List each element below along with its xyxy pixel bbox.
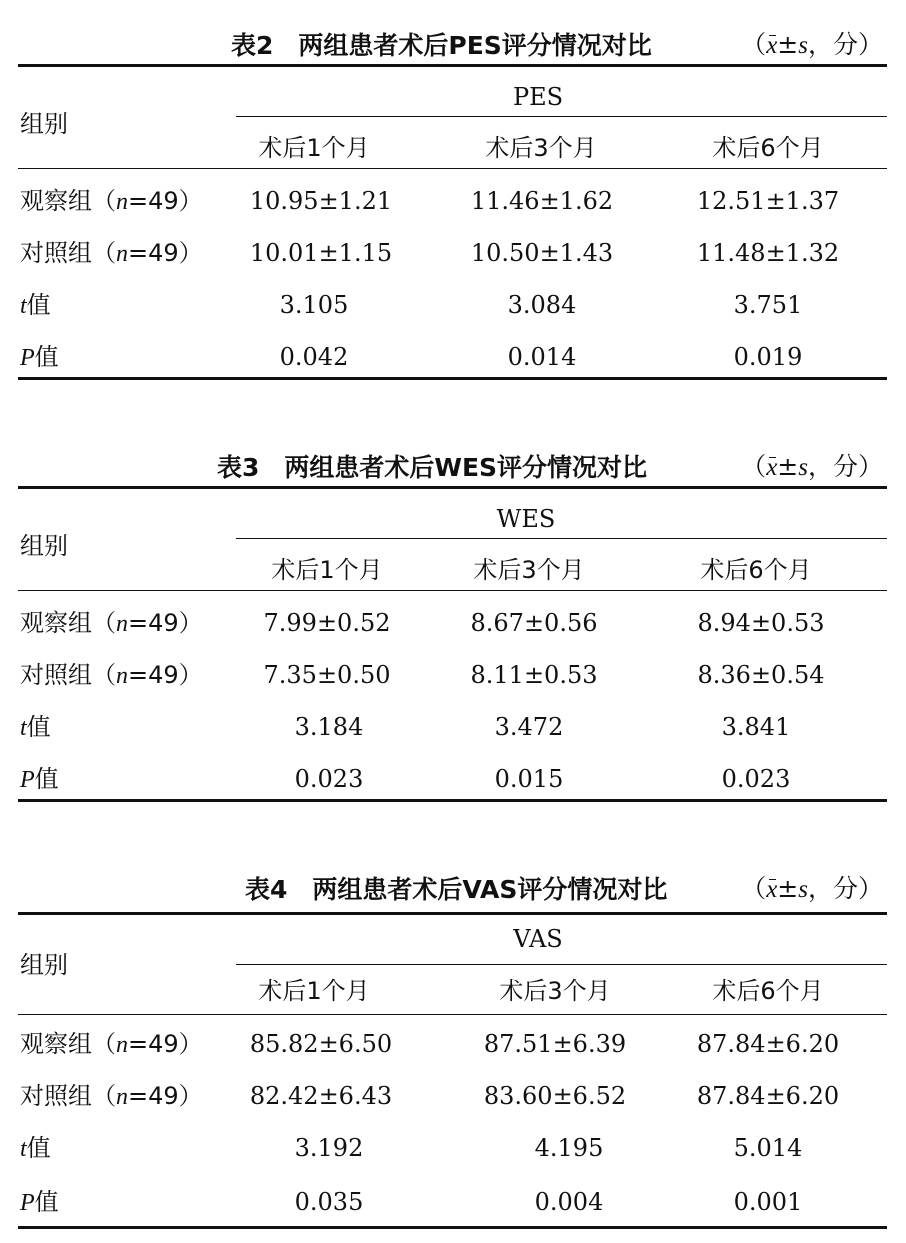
header-rule: [18, 168, 887, 169]
cell-t-3m: 3.472: [494, 713, 564, 741]
cell-t-6m: 3.841: [721, 713, 791, 741]
cell-control-1m: 7.35±0.50: [263, 661, 391, 689]
top-rule: [18, 912, 887, 915]
cell-t-1m: 3.105: [279, 291, 349, 319]
cell-observe-6m: 8.94±0.53: [697, 609, 825, 637]
cell-observe-6m: 12.51±1.37: [696, 187, 840, 215]
cell-observe-3m: 11.46±1.62: [470, 187, 614, 215]
col-header-1m: 术后1个月: [258, 977, 370, 1005]
table-caption: [18, 20, 887, 60]
col-header-1m: 术后1个月: [258, 134, 370, 162]
cell-observe-6m: 87.84±6.20: [696, 1030, 840, 1058]
col-header-6m: 术后6个月: [712, 134, 824, 162]
span-header: WES: [496, 505, 556, 533]
cell-observe-3m: 8.67±0.56: [470, 609, 598, 637]
header-rule: [18, 590, 887, 591]
col-header-6m: 术后6个月: [712, 977, 824, 1005]
top-rule: [18, 486, 887, 489]
row-label-t: t值: [20, 1134, 51, 1162]
cell-t-3m: 3.084: [507, 291, 577, 319]
cell-control-3m: 10.50±1.43: [470, 239, 614, 267]
row-label-p: P值: [20, 343, 59, 371]
col-header-6m: 术后6个月: [700, 556, 812, 584]
row-label-control: 对照组（n=49）: [20, 239, 203, 267]
cell-control-6m: 8.36±0.54: [697, 661, 825, 689]
row-label-p: P值: [20, 765, 59, 793]
cell-p-3m: 0.014: [507, 343, 577, 371]
group-header: 组别: [20, 951, 68, 979]
group-header: 组别: [20, 532, 68, 560]
cell-observe-3m: 87.51±6.39: [483, 1030, 627, 1058]
cell-p-1m: 0.042: [279, 343, 349, 371]
cell-t-6m: 3.751: [733, 291, 803, 319]
span-rule: [236, 538, 887, 539]
bottom-rule: [18, 377, 887, 380]
cell-control-6m: 87.84±6.20: [696, 1082, 840, 1110]
caption-title: 表3 两组患者术后WES评分情况对比: [217, 453, 648, 482]
row-label-observe: 观察组（n=49）: [20, 609, 203, 637]
cell-p-6m: 0.023: [721, 765, 791, 793]
row-label-control: 对照组（n=49）: [20, 661, 203, 689]
row-label-observe: 观察组（n=49）: [20, 1030, 203, 1058]
caption-unit: （x±s，分）: [741, 874, 883, 903]
col-header-3m: 术后3个月: [473, 556, 585, 584]
row-label-p: P值: [20, 1188, 59, 1216]
cell-p-3m: 0.015: [494, 765, 564, 793]
span-rule: [236, 116, 887, 117]
cell-p-3m: 0.004: [534, 1188, 604, 1216]
header-rule: [18, 1014, 887, 1015]
cell-control-3m: 83.60±6.52: [483, 1082, 627, 1110]
cell-observe-1m: 10.95±1.21: [249, 187, 393, 215]
cell-p-1m: 0.035: [294, 1188, 364, 1216]
row-label-observe: 观察组（n=49）: [20, 187, 203, 215]
caption-title: 表2 两组患者术后PES评分情况对比: [231, 31, 652, 60]
cell-t-1m: 3.192: [294, 1134, 364, 1162]
caption-unit: （x±s，分）: [741, 30, 883, 59]
span-header: VAS: [513, 925, 563, 953]
cell-control-1m: 82.42±6.43: [249, 1082, 393, 1110]
row-label-t: t值: [20, 713, 51, 741]
cell-observe-1m: 85.82±6.50: [249, 1030, 393, 1058]
cell-p-1m: 0.023: [294, 765, 364, 793]
cell-t-6m: 5.014: [733, 1134, 803, 1162]
caption-unit: （x±s，分）: [741, 452, 883, 481]
cell-control-1m: 10.01±1.15: [249, 239, 393, 267]
row-label-control: 对照组（n=49）: [20, 1082, 203, 1110]
cell-p-6m: 0.019: [733, 343, 803, 371]
group-header: 组别: [20, 110, 68, 138]
table-caption: [18, 442, 887, 482]
span-rule: [236, 964, 887, 965]
table-caption: [18, 864, 887, 904]
bottom-rule: [18, 1226, 887, 1229]
col-header-3m: 术后3个月: [485, 134, 597, 162]
top-rule: [18, 64, 887, 67]
cell-control-6m: 11.48±1.32: [696, 239, 840, 267]
col-header-1m: 术后1个月: [271, 556, 383, 584]
caption-title: 表4 两组患者术后VAS评分情况对比: [245, 875, 668, 904]
bottom-rule: [18, 799, 887, 802]
cell-observe-1m: 7.99±0.52: [263, 609, 391, 637]
cell-t-3m: 4.195: [534, 1134, 604, 1162]
cell-control-3m: 8.11±0.53: [470, 661, 598, 689]
col-header-3m: 术后3个月: [499, 977, 611, 1005]
span-header: PES: [512, 83, 564, 111]
cell-t-1m: 3.184: [294, 713, 364, 741]
row-label-t: t值: [20, 291, 51, 319]
cell-p-6m: 0.001: [733, 1188, 803, 1216]
